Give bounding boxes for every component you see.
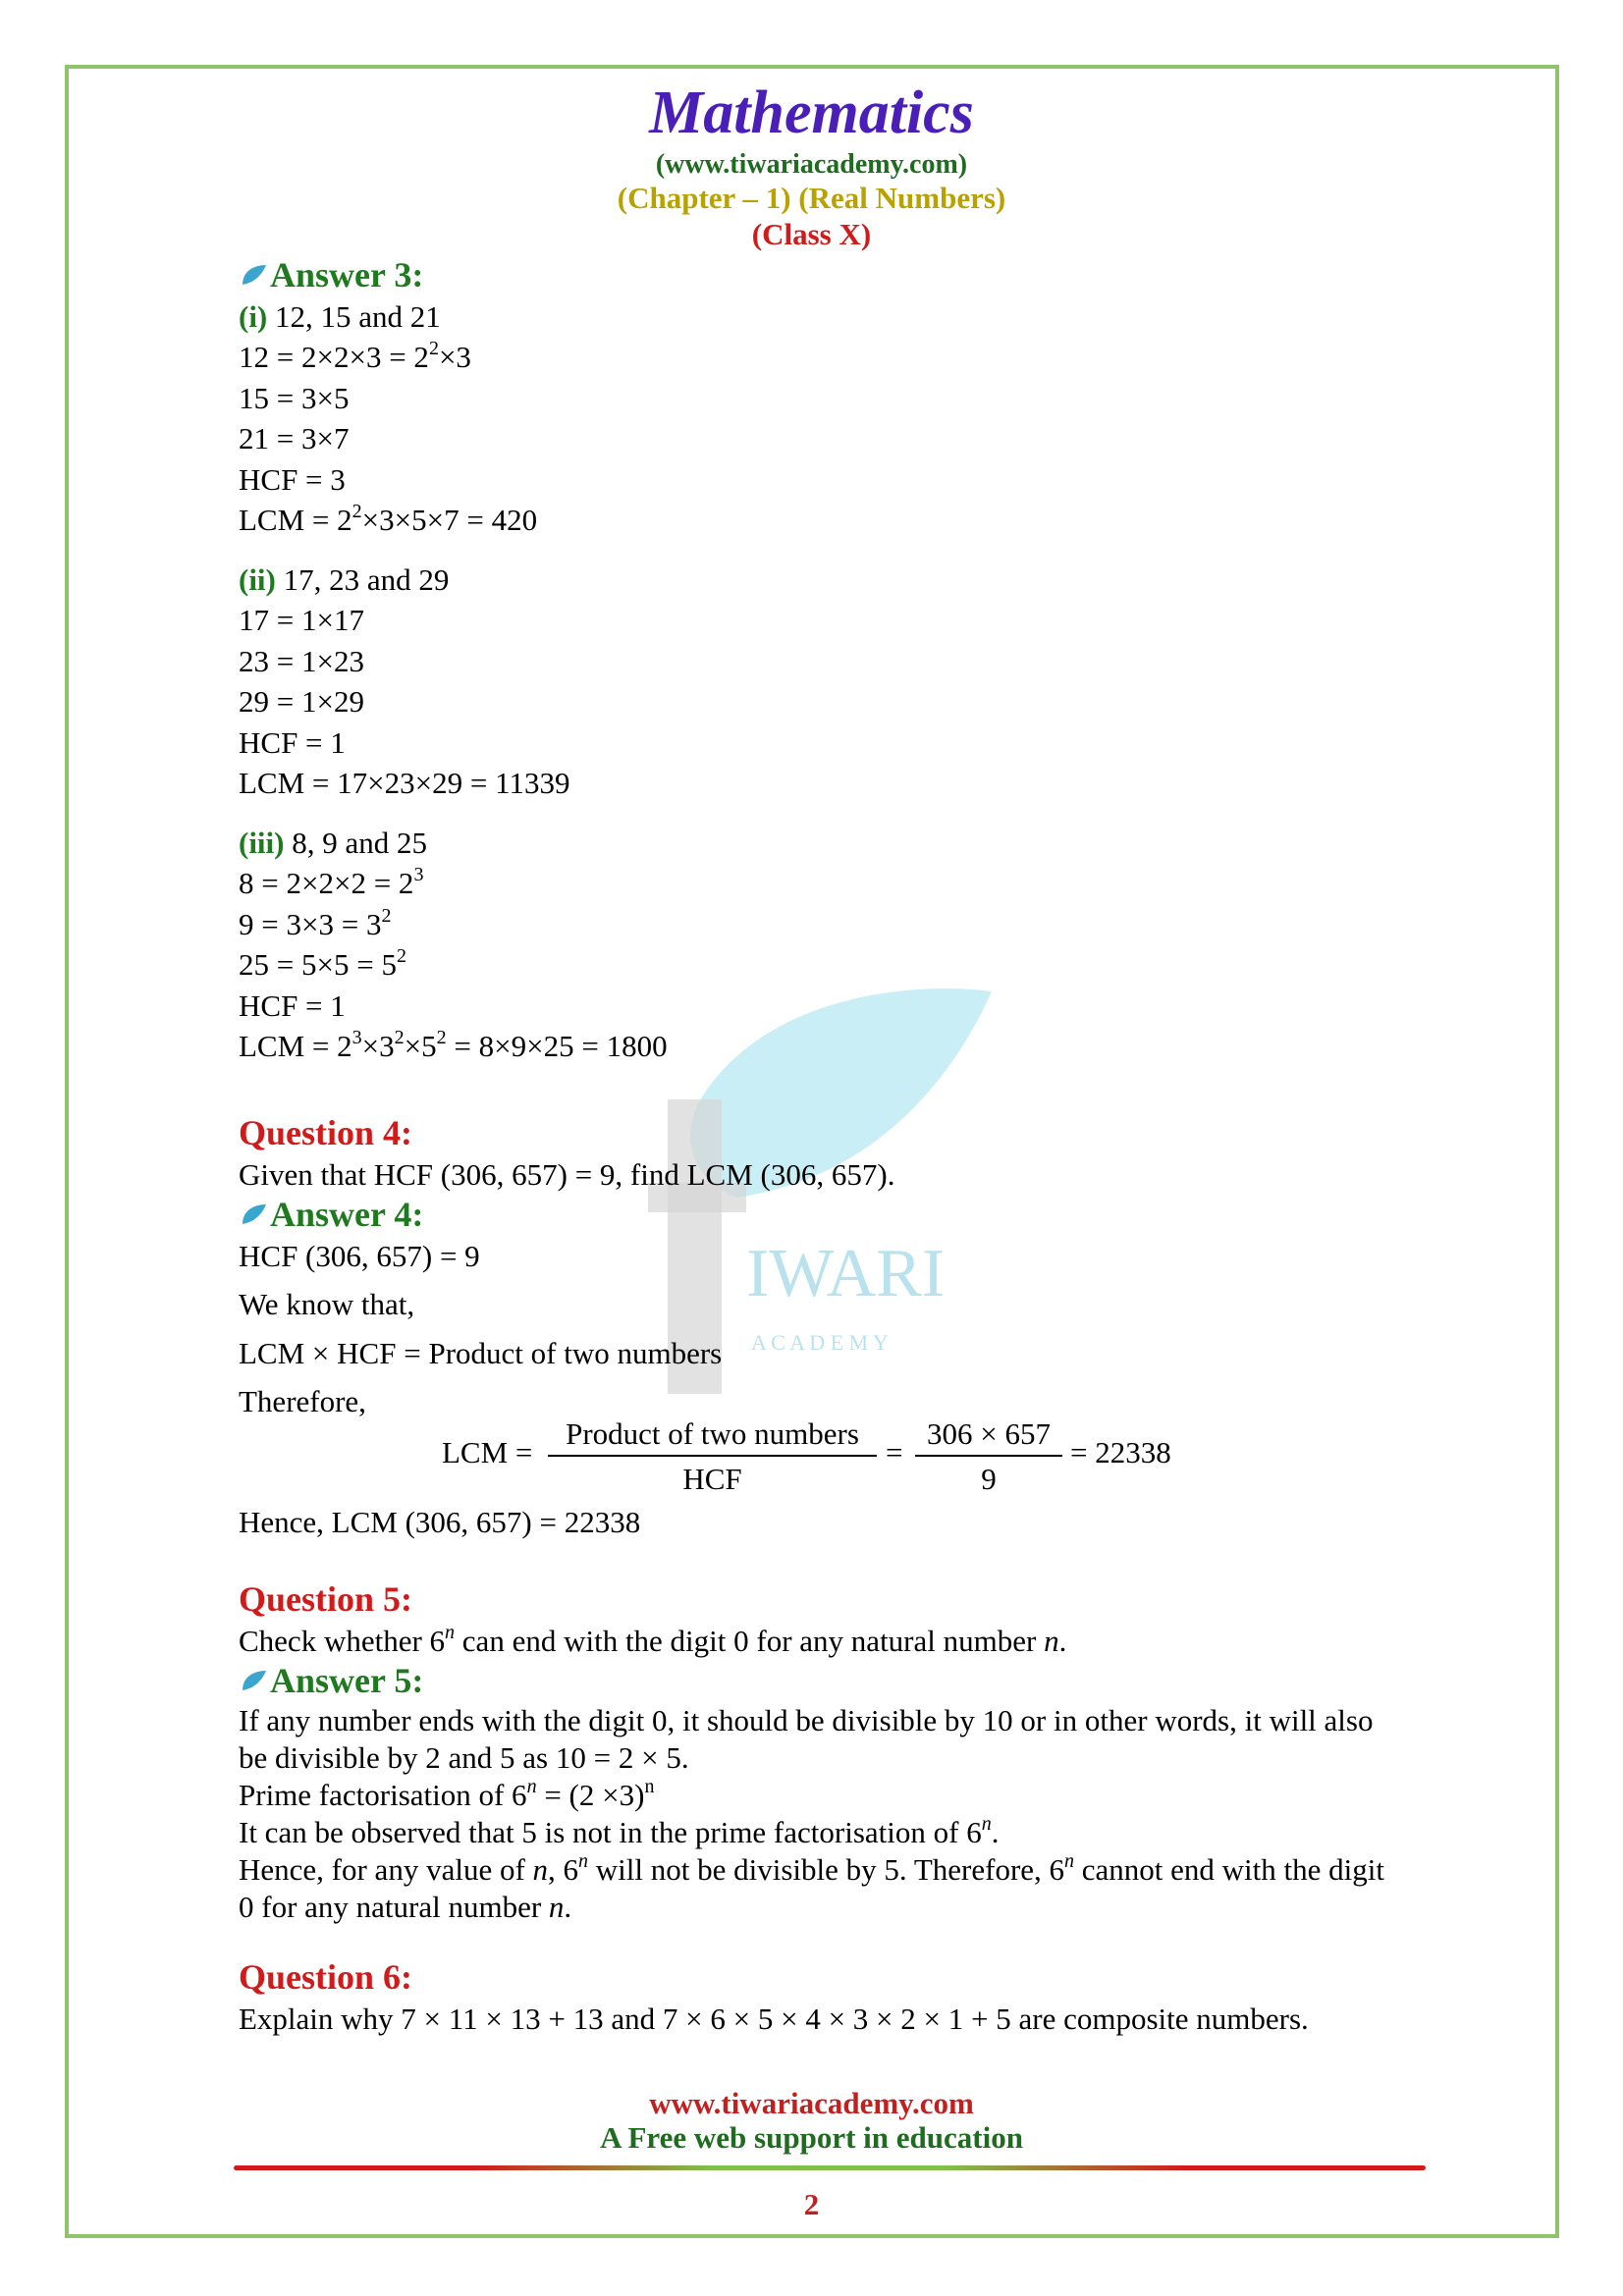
lcm-line: LCM = 17×23×29 = 11339: [239, 766, 570, 800]
question-5-text: Check whether 6$^n$ can end with the digit 0 for any natural number n.: [239, 1621, 1067, 1658]
fraction-1: [548, 1414, 877, 1498]
page-title: Mathematics: [649, 80, 974, 146]
question-4-heading: Question 4:: [239, 1113, 413, 1152]
formula-equals: =: [886, 1435, 903, 1469]
question-5-heading: Question 5:: [239, 1579, 413, 1619]
hcf-line: HCF = 1: [239, 724, 346, 760]
question-5-block: [239, 1579, 1417, 1926]
lcm-formula: [442, 1414, 1227, 1502]
fraction-1-numerator: Product of two numbers: [548, 1414, 877, 1457]
factor-line: 15 = 3×5: [239, 380, 350, 415]
observation-line: It can be observed that 5 is not in the prime factorisation of 6$^n$.: [239, 1812, 1000, 1849]
page-number: 2: [803, 2187, 820, 2221]
fraction-2-denominator: 9: [981, 1462, 997, 1496]
svg-text:A C A D E M Y: A C A D E M Y: [751, 1330, 889, 1355]
lcm-line: LCM = $2^2\times 3\times 5\times 7 = 420$: [239, 501, 538, 537]
hcf-line: HCF = 1: [239, 988, 346, 1023]
factor-line: $25 = 5\times 5 = 5^2$: [239, 945, 406, 982]
lcm-line: LCM = $2^3\times 3^2\times 5^2 = 8\times 9\times 25 = 1800$: [239, 1027, 668, 1063]
footer-tagline: A Free web support in education: [600, 2120, 1023, 2155]
answer-5-paragraph: If any number ends with the digit 0, it should be divisible by 10 or in other words, it will also be divisible by 2 and 5 as 10 = 2 × 5.: [239, 1702, 1374, 1775]
part-iii-heading: (iii) 8, 9 and 25: [239, 825, 428, 860]
part-ii-heading: (ii) 17, 23 and 29: [239, 561, 450, 597]
question-6-block: [239, 1957, 1417, 2039]
text-line: We know that,: [239, 1287, 415, 1321]
formula-lhs: LCM =: [442, 1435, 533, 1469]
hcf-line: HCF = 3: [239, 461, 346, 497]
conclusion-paragraph: Hence, for any value of n, 6$^n$ will not be divisible by 5. Therefore, 6$^n$ cannot end with the digit 0 for any natural number n.: [239, 1849, 1384, 1924]
answer-5-heading: Answer 5:: [239, 1661, 1417, 1702]
factor-line: 21 = 3×7: [239, 421, 350, 455]
answer-4-heading: Answer 4:: [239, 1195, 1417, 1236]
prime-factorisation-line: Prime factorisation of $6^n = (2 \times 3)^n$: [239, 1775, 655, 1812]
factor-line: $9 = 3\times 3 = 3^2$: [239, 904, 392, 941]
factor-line: $8 = 2\times 2\times 2 = 2^3$: [239, 864, 424, 900]
fraction-2-numerator: 306 × 657: [915, 1414, 1062, 1457]
part-i-heading: (i) 12, 15 and 21: [239, 298, 441, 334]
factor-line: $12 = 2\times 2\times 3 = 2^2\times 3$: [239, 338, 471, 374]
question-4-block: [239, 1113, 1417, 1422]
footer-divider: [234, 2165, 1426, 2170]
fraction-1-denominator: HCF: [682, 1462, 742, 1496]
text-line: LCM × HCF = Product of two numbers: [239, 1335, 723, 1370]
tiwari-leaf-icon: [239, 263, 268, 289]
factor-line: 17 = 1×17: [239, 603, 364, 637]
footer-url[interactable]: www.tiwariacademy.com: [649, 2086, 974, 2120]
fraction-2: [915, 1414, 1062, 1498]
answer-3-block: [239, 255, 1417, 1067]
question-6-text: Explain why 7 × 11 × 13 + 13 and 7 × 6 × 5 × 4 × 3 × 2 × 1 + 5 are composite numbers.: [239, 2001, 1309, 2036]
tiwari-leaf-icon: [239, 1669, 268, 1694]
formula-result: = 22338: [1070, 1435, 1171, 1469]
question-4-text: Given that HCF (306, 657) = 9, find LCM (306, 657).: [239, 1156, 895, 1192]
conclusion-line: Hence, LCM (306, 657) = 22338: [239, 1505, 641, 1539]
svg-text:IWARI: IWARI: [746, 1236, 946, 1311]
hcf-line: HCF (306, 657) = 9: [239, 1238, 480, 1273]
answer-3-heading: Answer 3:: [239, 255, 1417, 296]
tiwari-leaf-icon: [239, 1202, 268, 1228]
text-line: Therefore,: [239, 1384, 366, 1418]
question-4-conclusion: [239, 1502, 1417, 1543]
question-6-heading: Question 6:: [239, 1957, 413, 1997]
header-url: (www.tiwariacademy.com): [655, 149, 968, 180]
factor-line: 23 = 1×23: [239, 643, 364, 678]
class-label: (Class X): [751, 217, 872, 251]
factor-line: 29 = 1×29: [239, 684, 364, 719]
chapter-label: (Chapter – 1) (Real Numbers): [617, 181, 1006, 215]
